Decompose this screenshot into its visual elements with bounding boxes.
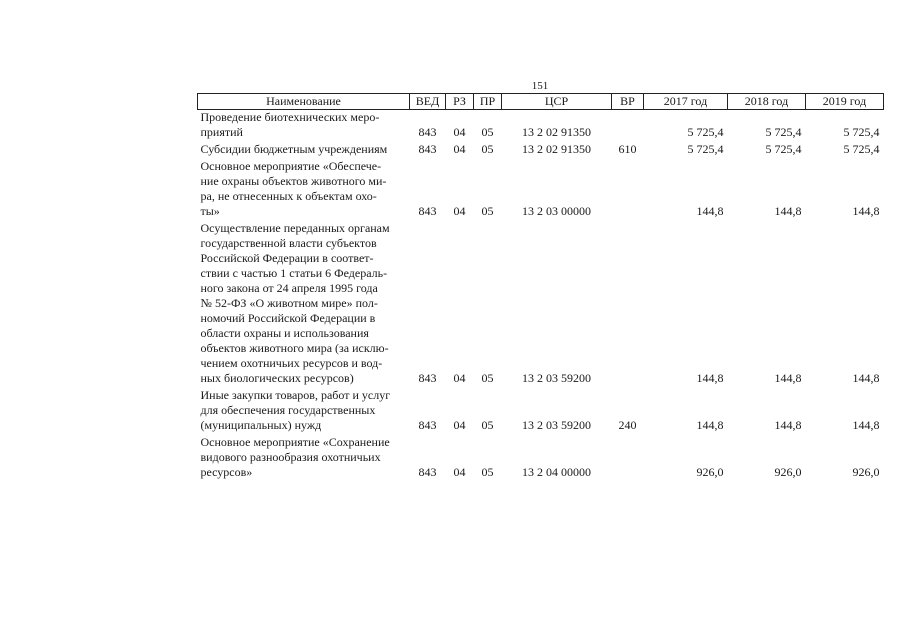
row-name: Иные закупки товаров, работ и услуг для обеспечения государственных (муниципальных) нужд [200, 388, 391, 432]
row-rz: 04 [453, 142, 466, 156]
table-header-row [198, 94, 884, 110]
budget-table [197, 93, 884, 482]
row-csr: 13 2 04 00000 [522, 465, 591, 479]
row-rz: 04 [453, 125, 466, 139]
header-vr: ВР [612, 94, 644, 110]
row-vr [612, 435, 644, 482]
row-name: Осуществление переданных органам государственной власти субъектов Российской Федерации в соответ- ствии с частью 1 статьи 6 Федераль- ного закона от 24 апреля 1995 года № 52-ФЗ «О животном мире» пол- номочий Российской Федерации в области охраны и использования объектов животного мира (за исклю- чением охотничьих ресурсов и вод- ных биологических ресурсов) [200, 221, 390, 385]
row-2018: 144,8 [774, 371, 802, 385]
row-2018: 5 725,4 [765, 125, 802, 139]
header-rz: РЗ [446, 94, 474, 110]
row-2017: 926,0 [696, 465, 724, 479]
row-vr [612, 159, 644, 221]
row-2017: 5 725,4 [687, 125, 724, 139]
row-ved: 843 [418, 142, 437, 156]
header-pr: ПР [474, 94, 502, 110]
row-ved: 843 [418, 204, 437, 218]
row-csr: 13 2 03 59200 [522, 418, 591, 432]
header-2017: 2017 год [644, 94, 728, 110]
row-2017: 144,8 [696, 371, 724, 385]
row-2018: 926,0 [774, 465, 802, 479]
row-pr: 05 [481, 125, 494, 139]
row-vr [612, 110, 644, 143]
row-vr: 610 [618, 142, 637, 156]
row-ved: 843 [418, 371, 437, 385]
header-2019: 2019 год [806, 94, 884, 110]
table-row [198, 221, 884, 388]
row-vr [612, 221, 644, 388]
table-row [198, 110, 884, 143]
row-2019: 5 725,4 [843, 125, 880, 139]
table-row [198, 159, 884, 221]
row-2019: 144,8 [852, 204, 880, 218]
page-number: 151 [531, 80, 549, 92]
row-rz: 04 [453, 418, 466, 432]
row-rz: 04 [453, 465, 466, 479]
row-csr: 13 2 02 91350 [522, 142, 591, 156]
row-name: Субсидии бюджетным учреждениям [200, 142, 388, 156]
row-pr: 05 [481, 204, 494, 218]
row-2018: 5 725,4 [765, 142, 802, 156]
header-name: Наименование [198, 94, 410, 110]
header-2018: 2018 год [728, 94, 806, 110]
row-name: Проведение биотехнических меро- приятий [200, 110, 380, 139]
row-2019: 5 725,4 [843, 142, 880, 156]
row-rz: 04 [453, 371, 466, 385]
row-2018: 144,8 [774, 418, 802, 432]
row-csr: 13 2 03 00000 [522, 204, 591, 218]
row-rz: 04 [453, 204, 466, 218]
row-name: Основное мероприятие «Обеспече- ние охраны объектов животного ми- ра, не отнесенных к объектам охо- ты» [200, 159, 387, 218]
row-csr: 13 2 03 59200 [522, 371, 591, 385]
table-row [198, 142, 884, 159]
table-row [198, 435, 884, 482]
row-2019: 926,0 [852, 465, 880, 479]
row-pr: 05 [481, 142, 494, 156]
row-csr: 13 2 02 91350 [522, 125, 591, 139]
row-2018: 144,8 [774, 204, 802, 218]
row-name: Основное мероприятие «Сохранение видового разнообразия охотничьих ресурсов» [200, 435, 390, 479]
table-row [198, 388, 884, 435]
row-vr: 240 [618, 418, 637, 432]
row-pr: 05 [481, 371, 494, 385]
row-2017: 144,8 [696, 418, 724, 432]
row-2019: 144,8 [852, 371, 880, 385]
row-2017: 5 725,4 [687, 142, 724, 156]
row-ved: 843 [418, 125, 437, 139]
row-ved: 843 [418, 465, 437, 479]
header-ved: ВЕД [410, 94, 446, 110]
row-ved: 843 [418, 418, 437, 432]
header-csr: ЦСР [502, 94, 612, 110]
row-pr: 05 [481, 418, 494, 432]
row-pr: 05 [481, 465, 494, 479]
row-2017: 144,8 [696, 204, 724, 218]
row-2019: 144,8 [852, 418, 880, 432]
